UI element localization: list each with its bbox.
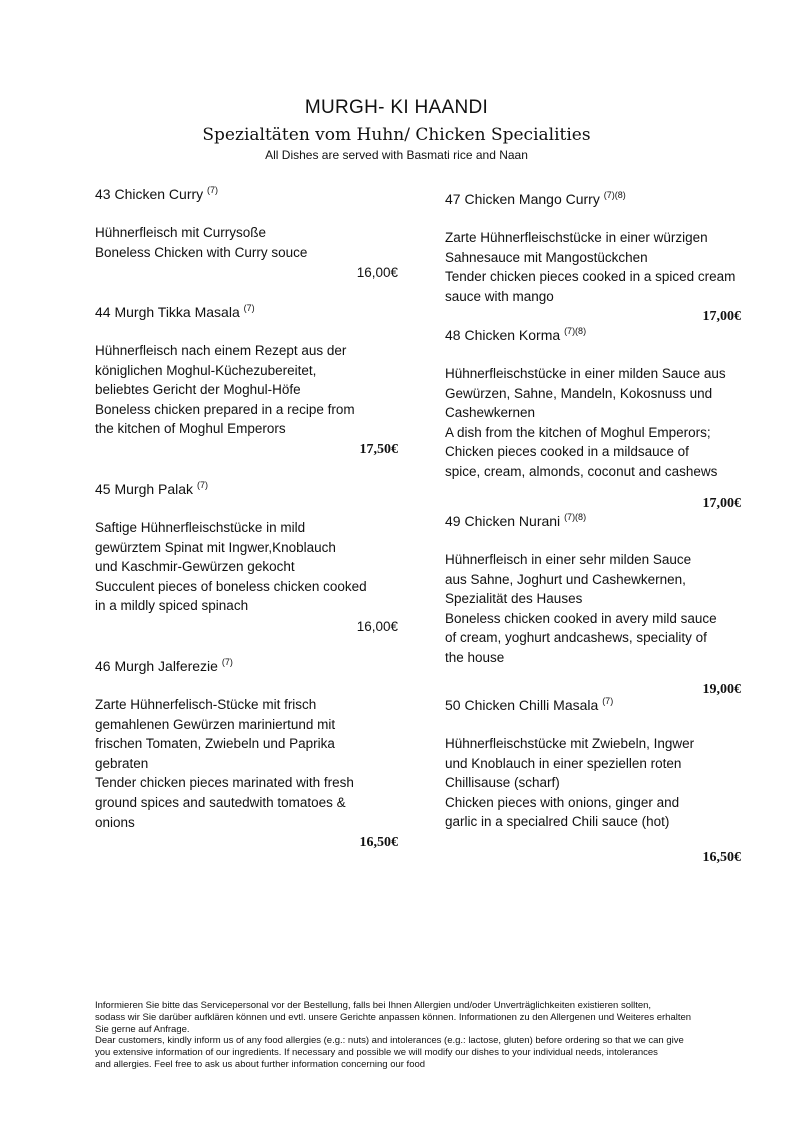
desc-line: Tender chicken pieces cooked in a spiced cream: [445, 269, 736, 285]
menu-header: [0, 96, 793, 163]
desc-line: sauce with mango: [445, 288, 554, 304]
dish-title: [445, 511, 755, 531]
dish-description: [445, 734, 755, 832]
dish-title: [95, 184, 405, 204]
dish-description: [95, 518, 405, 616]
desc-line: Chicken pieces with onions, ginger and: [445, 794, 680, 810]
dish-price: 16,50€: [702, 849, 741, 865]
allergen-codes: (7)(8): [564, 512, 587, 522]
desc-line: Boneless chicken cooked in avery mild sauce: [445, 610, 717, 626]
allergen-codes: (7): [221, 657, 233, 667]
allergy-notice: [95, 1000, 715, 1071]
dish-name: 49 Chicken Nurani: [445, 513, 561, 529]
dish-price: 16,50€: [359, 835, 398, 851]
dish-name: 45 Murgh Palak: [95, 481, 194, 497]
dish-50: [445, 695, 755, 867]
dish-title: [445, 695, 755, 715]
desc-line: onions: [95, 814, 135, 830]
desc-line: the kitchen of Moghul Emperors: [95, 421, 286, 437]
dish-price: 17,00€: [702, 495, 741, 511]
desc-line: gemahlenen Gewürzen mariniertund mit: [95, 716, 336, 732]
desc-line: Zarte Hühnerfelisch-Stücke mit frisch: [95, 697, 317, 712]
desc-line: Hühnerfleischstücke mit Zwiebeln, Ingwer: [445, 736, 695, 751]
desc-line: Succulent pieces of boneless chicken cooked: [95, 578, 367, 594]
dish-49: [445, 511, 755, 695]
dish-description: [445, 228, 755, 306]
allergen-codes: (7): [207, 185, 219, 195]
notice-line: Sie gerne auf Anfrage.: [95, 1023, 190, 1035]
dish-description: [445, 550, 755, 668]
notice-line: sodass wir Sie darüber aufklären können und evtl. unsere Gerichte anpassen können. Informationen zu den Allergenen und Weiteres erhalten: [95, 1011, 692, 1023]
desc-line: Boneless Chicken with Curry souce: [95, 244, 308, 260]
allergen-codes: (7): [243, 303, 255, 313]
desc-line: königlichen Moghul-Küchezubereitet,: [95, 362, 317, 378]
dish-name: 44 Murgh Tikka Masala: [95, 304, 240, 320]
desc-line: Chillisause (scharf): [445, 775, 560, 791]
desc-line: the house: [445, 649, 505, 665]
allergen-codes: (7): [196, 480, 208, 490]
dish-price: 17,00€: [702, 309, 741, 325]
allergen-codes: (7)(8): [564, 326, 587, 336]
allergen-codes: (7): [602, 696, 614, 706]
desc-line: of cream, yoghurt andcashews, speciality of: [445, 630, 707, 646]
dish-title: [95, 302, 405, 322]
dish-description: [95, 695, 405, 832]
dish-price: 16,00€: [356, 618, 398, 634]
dish-price: 16,00€: [356, 265, 398, 281]
dish-name: 43 Chicken Curry: [95, 186, 204, 202]
menu-column-right: [445, 189, 755, 867]
dish-name: 47 Chicken Mango Curry: [445, 191, 600, 207]
desc-line: Cashewkernen: [445, 405, 536, 421]
menu-column-left: [95, 184, 405, 852]
desc-line: ground spices and sautedwith tomatoes &: [95, 794, 346, 810]
desc-line: Chicken pieces cooked in a mildsauce of: [445, 444, 689, 460]
desc-line: Spezialität des Hauses: [445, 591, 583, 607]
dish-description: [445, 364, 755, 482]
desc-line: Gewürzen, Sahne, Mandeln, Kokosnuss und: [445, 385, 713, 401]
desc-line: Hühnerfleisch nach einem Rezept aus der: [95, 343, 347, 358]
dish-price: 17,50€: [359, 441, 398, 457]
dish-title: [95, 479, 405, 499]
desc-line: aus Sahne, Joghurt und Cashewkernen,: [445, 571, 686, 587]
desc-line: Zarte Hühnerfleischstücke in einer würzigen: [445, 230, 708, 245]
dish-name: 46 Murgh Jalferezie: [95, 658, 218, 674]
page-subtitle: Spezialtäten vom Huhn/ Chicken Specialities: [202, 125, 591, 145]
dish-46: [95, 656, 405, 852]
dish-48: [445, 325, 755, 511]
desc-line: Saftige Hühnerfleischstücke in mild: [95, 520, 306, 535]
notice-line: Dear customers, kindly inform us of any food allergies (e.g.: nuts) and intolerances (e.g.: lactose, gluten) before ordering so that we can give: [95, 1035, 684, 1047]
allergen-codes: (7)(8): [603, 190, 626, 200]
dish-44: [95, 302, 405, 479]
desc-line: Sahnesauce mit Mangostückchen: [445, 249, 648, 265]
dish-name: 48 Chicken Korma: [445, 327, 561, 343]
notice-line: you extensive information of our ingredients. If necessary and possible we will modify our dishes to your individual needs, intolerances: [95, 1047, 658, 1059]
desc-line: Tender chicken pieces marinated with fresh: [95, 775, 354, 791]
dish-title: [445, 189, 755, 209]
serving-note: All Dishes are served with Basmati rice and Naan: [265, 148, 528, 162]
desc-line: Hühnerfleisch mit Currysoße: [95, 225, 267, 240]
desc-line: A dish from the kitchen of Moghul Emperors;: [445, 424, 711, 440]
desc-line: gebraten: [95, 755, 149, 771]
dish-47: [445, 189, 755, 325]
desc-line: Boneless chicken prepared in a recipe from: [95, 401, 355, 417]
desc-line: frischen Tomaten, Zwiebeln und Paprika: [95, 736, 335, 752]
dish-price: 19,00€: [702, 681, 741, 697]
dish-45: [95, 479, 405, 656]
desc-line: Hühnerfleisch in einer sehr milden Sauce: [445, 552, 692, 567]
desc-line: gewürztem Spinat mit Ingwer,Knoblauch: [95, 539, 336, 555]
dish-description: [95, 341, 405, 439]
dish-description: [95, 223, 405, 262]
desc-line: und Knoblauch in einer speziellen roten: [445, 755, 682, 771]
dish-name: 50 Chicken Chilli Masala: [445, 697, 599, 713]
dish-title: [445, 325, 755, 345]
desc-line: garlic in a specialred Chili sauce (hot): [445, 814, 670, 830]
notice-line: Informieren Sie bitte das Servicepersonal vor der Bestellung, falls bei Ihnen Allergien und/oder Unverträglichkeiten existieren sollten,: [95, 1000, 652, 1011]
page-title: MURGH- KI HAANDI: [304, 97, 489, 118]
desc-line: und Kaschmir-Gewürzen gekocht: [95, 559, 295, 575]
desc-line: in a mildly spiced spinach: [95, 598, 249, 614]
dish-title: [95, 656, 405, 676]
desc-line: spice, cream, almonds, coconut and cashews: [445, 463, 718, 479]
dish-43: [95, 184, 405, 302]
notice-line: and allergies. Feel free to ask us about further information concerning our food: [95, 1058, 426, 1070]
desc-line: beliebtes Gericht der Moghul-Höfe: [95, 382, 301, 398]
desc-line: Hühnerfleischstücke in einer milden Sauce aus: [445, 366, 726, 381]
